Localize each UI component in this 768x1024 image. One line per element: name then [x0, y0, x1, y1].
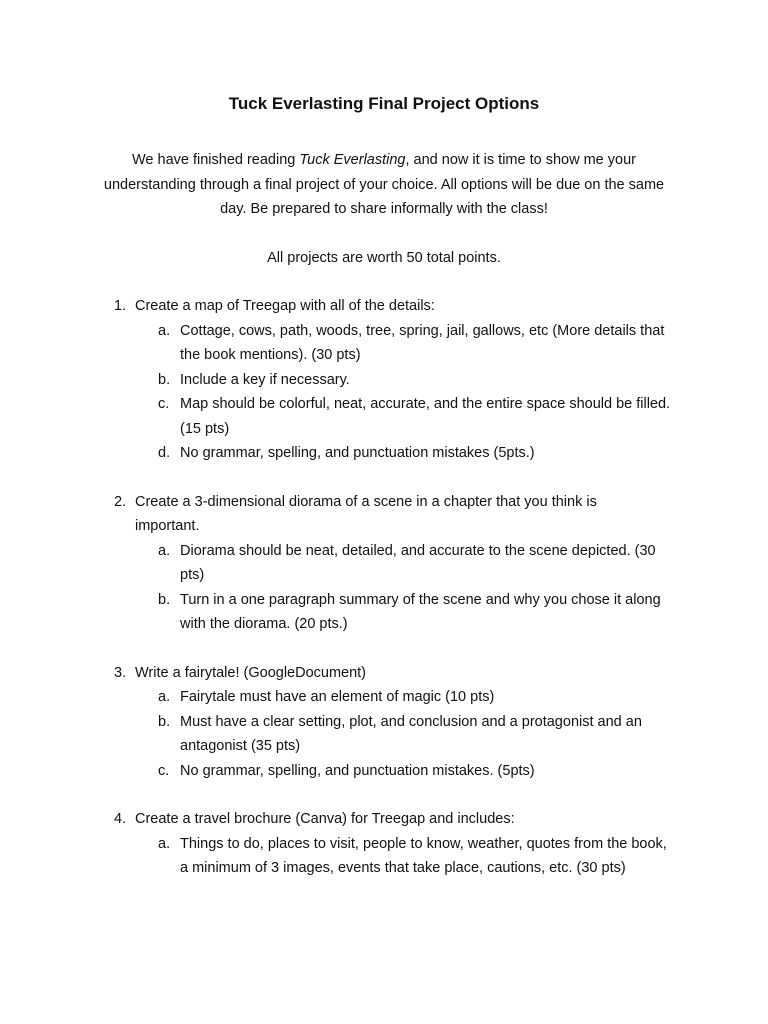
sub-item [0, 392, 676, 441]
sub-item-letter: a. [158, 689, 171, 705]
intro-text-start: We have finished reading [131, 152, 300, 168]
sub-item-letter: b. [158, 713, 171, 730]
sub-item [0, 588, 676, 637]
option-text: Create a 3-dimensional diorama of a scene in a chapter that you think is important. [135, 493, 597, 534]
intro-paragraph [100, 148, 668, 222]
sub-item-letter: d. [158, 445, 171, 461]
option-heading [0, 661, 665, 686]
sub-item-letter: a. [158, 542, 171, 559]
option-3 [0, 661, 768, 784]
option-1 [0, 294, 768, 466]
page-title: Tuck Everlasting Final Project Options [228, 94, 540, 113]
option-text: Create a map of Treegap with all of the details: [135, 298, 435, 314]
sub-item-text: Must have a clear setting, plot, and conclusion and a protagonist and an antagonist (35 pts) [180, 713, 642, 754]
intro-text-end: , and now it is time to show me your understanding through a final project of your choice. All options will be due on the same day. Be prepared to share informally with the class! [103, 152, 665, 217]
sub-item-letter: c. [158, 762, 170, 779]
sub-item-letter: c. [158, 396, 170, 412]
points-note: All projects are worth 50 total points. [267, 250, 501, 266]
sub-item-text: Cottage, cows, path, woods, tree, spring, jail, gallows, etc (More details that the book mentions). (30 pts) [180, 322, 665, 363]
sub-item [0, 685, 676, 710]
option-heading [0, 807, 665, 832]
sub-item [0, 710, 676, 759]
option-number: 2. [114, 493, 127, 510]
project-options-list [0, 294, 768, 905]
sub-item-text: Include a key if necessary. [180, 371, 350, 388]
option-4 [0, 807, 768, 881]
option-number: 1. [114, 298, 127, 314]
sub-item-text: Things to do, places to visit, people to know, weather, quotes from the book, a minimum of 3 images, events that take place, cautions, etc. (30 pts) [180, 835, 667, 876]
sub-item-text: Fairytale must have an element of magic (10 pts) [180, 689, 495, 705]
option-text: Create a travel brochure (Canva) for Treegap and includes: [135, 811, 515, 827]
sub-item [0, 539, 676, 588]
sub-item [0, 759, 676, 784]
sub-item-text: No grammar, spelling, and punctuation mistakes. (5pts) [180, 762, 535, 779]
sub-item [0, 441, 676, 466]
option-2 [0, 490, 768, 637]
option-heading [0, 294, 665, 319]
sub-item-text: No grammar, spelling, and punctuation mistakes (5pts.) [180, 445, 535, 461]
intro-book-title: Tuck Everlasting [299, 152, 406, 168]
option-text: Write a fairytale! (GoogleDocument) [135, 664, 367, 681]
sub-item-letter: a. [158, 322, 171, 339]
option-heading [0, 490, 665, 539]
sub-item [0, 368, 676, 393]
sub-item [0, 319, 676, 368]
sub-item [0, 832, 676, 881]
sub-item-letter: a. [158, 835, 171, 852]
option-number: 3. [114, 664, 127, 681]
option-number: 4. [114, 811, 127, 827]
sub-item-letter: b. [158, 371, 171, 388]
sub-item-letter: b. [158, 591, 171, 608]
sub-item-text: Turn in a one paragraph summary of the scene and why you chose it along with the diorama. (20 pts.) [180, 591, 661, 632]
sub-item-text: Diorama should be neat, detailed, and accurate to the scene depicted. (30 pts) [180, 542, 656, 583]
sub-item-text: Map should be colorful, neat, accurate, and the entire space should be filled. (15 pts) [180, 396, 671, 437]
